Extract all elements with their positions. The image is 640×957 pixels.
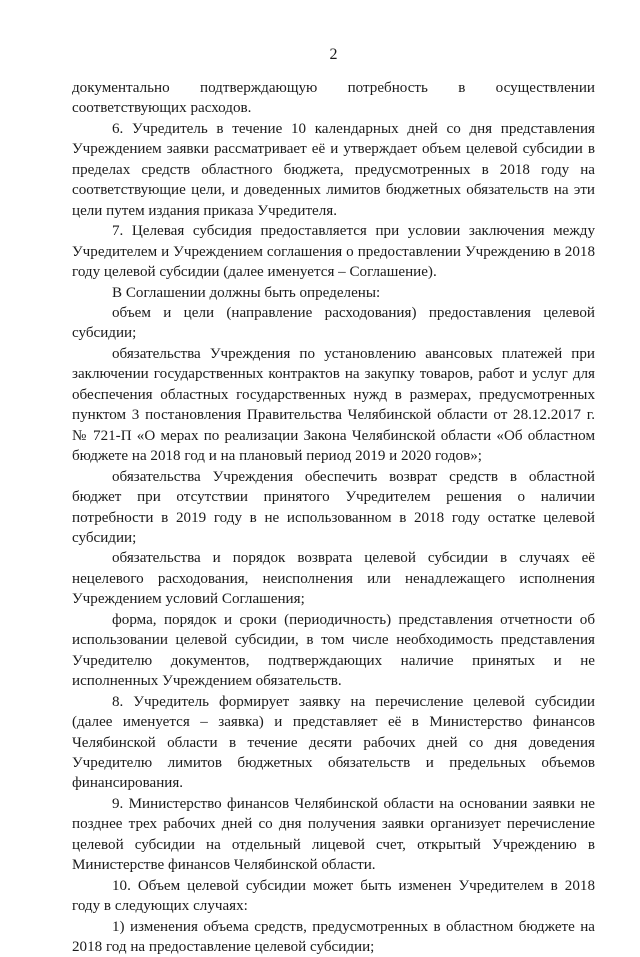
paragraph: объем и цели (направление расходования) предоставления целевой субсидии; [72,304,595,342]
paragraph: форма, порядок и сроки (периодичность) представления отчетности об использовании целевой субсидии, в том числе необходимость представления Учредителю документов, подтверждающих наличие принятых и не исполненных Учреждением обязательств. [72,611,595,690]
paragraph: обязательства Учреждения обеспечить возврат средств в областной бюджет при отсутствии принятого Учредителем решения о наличии потребности в 2019 году в не использованном в 2018 году остатке целевой субсидии; [72,468,595,546]
paragraph: 10. Объем целевой субсидии может быть изменен Учредителем в 2018 году в следующих случаях: [72,877,595,915]
paragraph: 7. Целевая субсидия предоставляется при условии заключения между Учредителем и Учреждением соглашения о предоставлении Учреждению в 2018 году целевой субсидии (далее именуется – Соглашение). [72,223,595,281]
paragraph: В Соглашении должны быть определены: [112,284,381,301]
paragraph: 8. Учредитель формирует заявку на перечисление целевой субсидии (далее именуется – заявка) и представляет её в Министерство финансов Челябинской области в течение десяти рабочих дней со дня доведения Учредителю лимитов бюджетных обязательств и предельных объемов финансирования. [72,693,595,792]
paragraph: 9. Министерство финансов Челябинской области на основании заявки не позднее трех рабочих дней со дня получения заявки организует перечисление целевой субсидии на отдельный лицевой счет, открытый Учреждению в Министерстве финансов Челябинской области. [72,795,595,874]
document-body [72,78,595,957]
paragraph: обязательства и порядок возврата целевой субсидии в случаях её нецелевого расходования, неисполнения или ненадлежащего исполнения Учреждением условий Соглашения; [72,550,595,608]
paragraph: 1) изменения объема средств, предусмотренных в областном бюджете на 2018 год на предоставление целевой субсидии; [72,918,595,956]
paragraph: 6. Учредитель в течение 10 календарных дней со дня представления Учреждением заявки рассматривает её и утверждает объем целевой субсидии в пределах средств областного бюджета, предусмотренных в 2018 году на соответствующие цели, и доведенных лимитов бюджетных обязательств на эти цели путем издания приказа Учредителя. [72,120,595,219]
paragraph: документально подтверждающую потребность в осуществлении соответствующих расходов. [72,80,595,117]
page-number: 2 [329,46,338,63]
paragraph: обязательства Учреждения по установлению авансовых платежей при заключении государственных контрактов на закупку товаров, работ и услуг для обеспечения областных государственных нужд в размерах, предусмотренных пунктом 3 постановления Правительства Челябинской области от 28.12.2017 г. № 721-П «О мерах по реализации Закона Челябинской области «Об областном бюджете на 2018 год и на плановый период 2019 и 2020 годов»; [72,345,595,465]
